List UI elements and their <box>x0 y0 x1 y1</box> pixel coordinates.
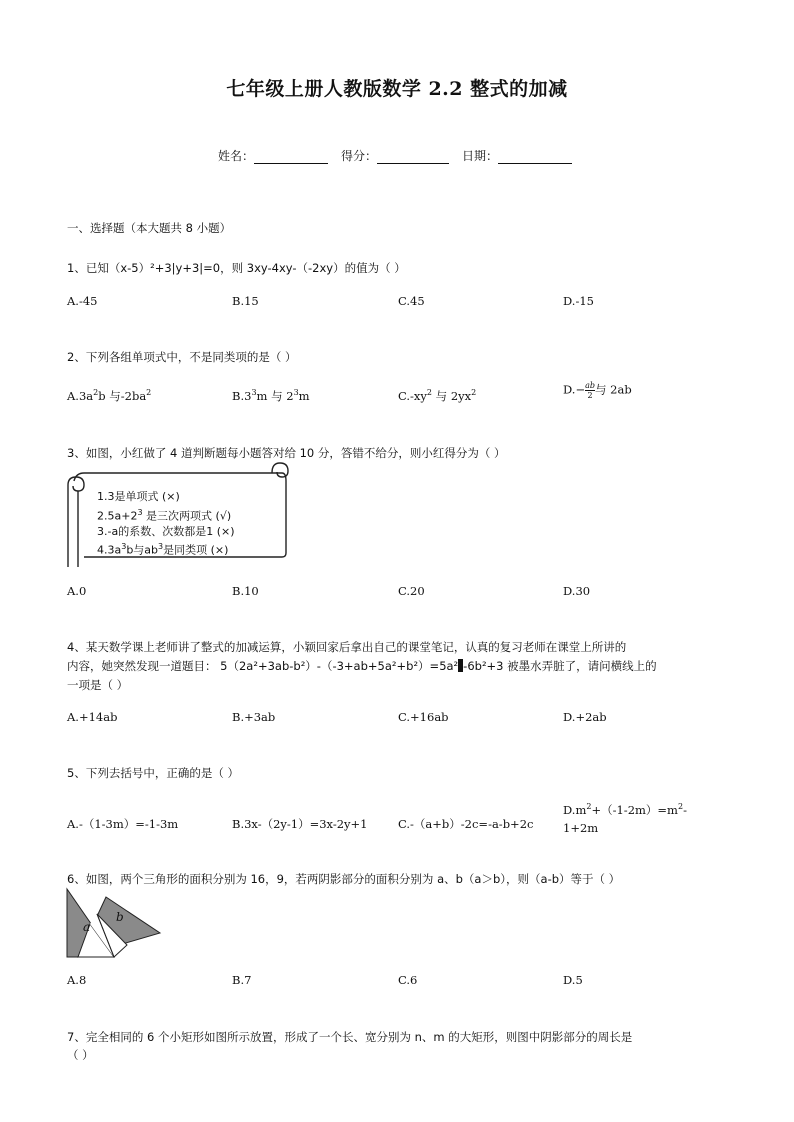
q3-option-d: D.30 <box>563 584 591 598</box>
q3-option-a: A.0 <box>67 584 87 598</box>
name-blank[interactable] <box>254 151 328 164</box>
q2-option-b: $B.3^3m$ 与 $2^3m$ <box>232 388 310 403</box>
scroll-line-2: $2.5a+2^3$ 是三次两项式 (√) <box>97 507 232 523</box>
q4-option-c: C.+16ab <box>398 710 449 724</box>
scroll-line-3: 3.-a的系数、次数都是1 (×) <box>97 524 235 538</box>
q2-option-c: $C.-xy^2$ 与 $2yx^2$ <box>398 388 477 403</box>
date-label: 日期： <box>462 149 499 163</box>
question-4-line-1: 4、某天数学课上老师讲了整式的加减运算，小颖回家后拿出自己的课堂笔记，认真的复习老师在课堂上所讲的 <box>67 640 627 654</box>
q4-option-a: A.+14ab <box>67 710 118 724</box>
q1-option-c: C.45 <box>398 294 425 308</box>
q6-option-c: C.6 <box>398 973 418 987</box>
label-a: a <box>83 920 91 934</box>
score-field <box>341 147 449 164</box>
section-heading: 一、选择题（本大题共 8 小题） <box>67 221 232 235</box>
question-2-text: 2、下列各组单项式中，不是同类项的是（ ） <box>67 350 297 364</box>
question-7-line-1: 7、完全相同的 6 个小矩形如图所示放置，形成了一个长、宽分别为 n、m 的大矩形，则图中阴影部分的周长是 <box>67 1030 633 1044</box>
q6-option-d: D.5 <box>563 973 583 987</box>
question-6-text: 6、如图，两个三角形的面积分别为 16，9，若两阴影部分的面积分别为 a、b（a＞b），则（a-b）等于（ ） <box>67 872 621 886</box>
score-blank[interactable] <box>377 151 449 164</box>
q5-option-a: A.-（1-3m）=-1-3m <box>67 817 179 831</box>
q6-option-a: A.8 <box>67 973 87 987</box>
q3-option-c: C.20 <box>398 584 425 598</box>
q3-option-b: B.10 <box>232 584 259 598</box>
q5-option-c: C.-（a+b）-2c=-a-b+2c <box>398 817 534 831</box>
question-1-text: 1、已知（x-5）²+3|y+3|=0，则 3xy-4xy-（-2xy）的值为（ ） <box>67 261 406 275</box>
scroll-line-4: $4.3a^3b$与$ab^3$是同类项 (×) <box>97 542 229 557</box>
name-field <box>218 147 328 164</box>
q2-option-d: D.− $\frac{ab}{2}$ 与 2ab <box>563 381 632 400</box>
q5-option-d: $D.m^2+(-1-2m)=m^2-$ 1+2m <box>563 802 687 835</box>
fraction-ab-over-2: $\frac{ab}{2}$ <box>585 381 595 400</box>
q5-option-b: B.3x-（2y-1）=3x-2y+1 <box>232 817 368 831</box>
question-7-line-2: （ ） <box>67 1048 94 1062</box>
q4-option-d: D.+2ab <box>563 710 607 724</box>
score-label: 得分： <box>341 149 378 163</box>
label-b: b <box>116 910 124 924</box>
question-4-line-2: 内容，她突然发现一道题目： 5（2a²+3ab-b²）-（-3+ab+5a²+b²）=5a² -6b²+3 被墨水弄脏了，请问横线上的 <box>67 659 657 673</box>
scroll-content <box>97 489 235 558</box>
q1-option-d: D.-15 <box>563 294 594 308</box>
name-label: 姓名： <box>218 149 255 163</box>
q1-option-a: A.-45 <box>67 294 98 308</box>
q1-option-b: B.15 <box>232 294 259 308</box>
page-title: 七年级上册人教版数学 2.2 整式的加减 <box>226 78 568 100</box>
scroll-line-1: 1.3是单项式 (×) <box>97 490 180 503</box>
question-4-line-3: 一项是（ ） <box>67 678 129 692</box>
triangles-figure <box>66 887 162 959</box>
q2-option-a: $A.3a^2b$ 与$-2ba^2$ <box>67 388 152 403</box>
date-blank[interactable] <box>498 151 572 164</box>
question-5-text: 5、下列去括号中，正确的是（ ） <box>67 766 239 780</box>
q6-option-b: B.7 <box>232 973 252 987</box>
question-3-text: 3、如图，小红做了 4 道判断题每小题答对给 10 分，答错不给分，则小红得分为（ ） <box>67 446 506 460</box>
date-field <box>462 147 572 164</box>
q4-option-b: B.+3ab <box>232 710 276 724</box>
